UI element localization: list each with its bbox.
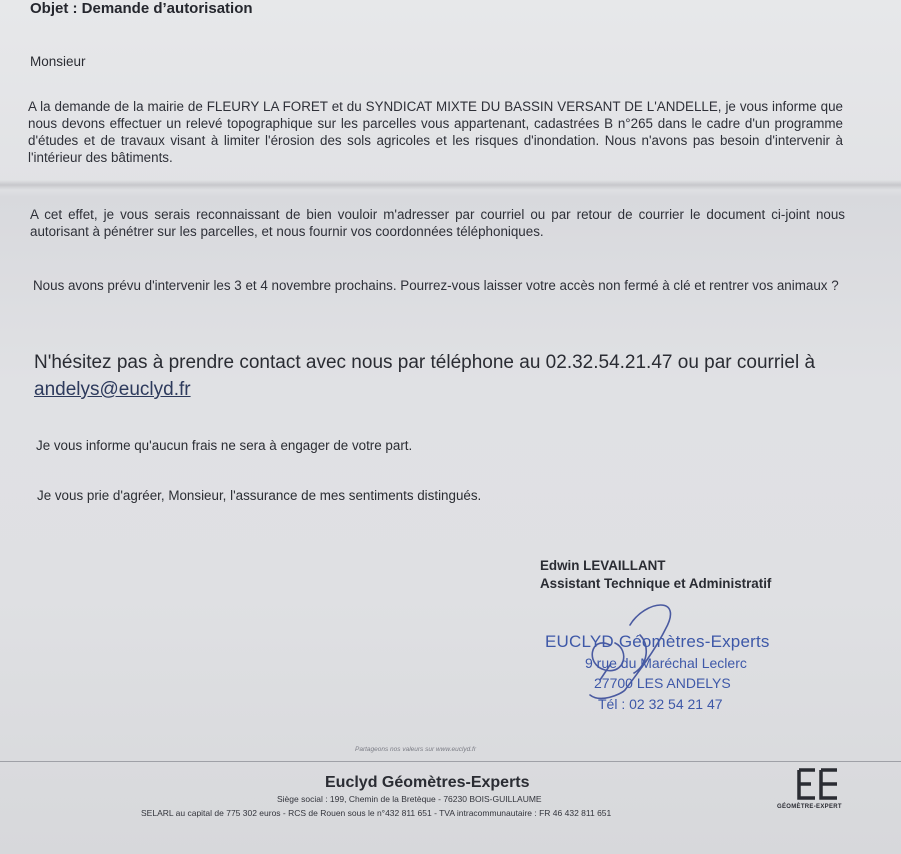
stamp-city: 27700 LES ANDELYS: [594, 675, 731, 691]
footer-head-office: Siège social : 199, Chemin de la Bretèque - 76230 BOIS-GUILLAUME: [277, 794, 542, 804]
letter-subject: Objet : Demande d’autorisation: [30, 0, 253, 17]
paragraph-authorization-request: A cet effet, je vous serais reconnaissant de bien vouloir m'adresser par courriel ou par retour de courrier le document ci-joint nous autorisant à pénétrer sur les parcelles, et nous fournir vos coordonnées téléphoniques.: [30, 207, 845, 239]
paragraph-survey-notice: A la demande de la mairie de FLEURY LA FORET et du SYNDICAT MIXTE DU BASSIN VERSANT DE L'ANDELLE, je vous informe que nous devons effectuer un relevé topographique sur les parcelles vous appartenant, cadastrées B n°265 dans le cadre d'un programme d'études et de travaux visant à limiter l'érosion des sols agricoles et les risques d'inondation. Nous n'avons pas besoin d'intervenir à l'intérieur des bâtiments.: [28, 99, 843, 165]
paragraph-closing: Je vous prie d'agréer, Monsieur, l'assurance de mes sentiments distingués.: [37, 488, 482, 503]
footer-divider: [0, 761, 901, 762]
contact-text: N'hésitez pas à prendre contact avec nous par téléphone au 02.32.54.21.47 ou par courriel à: [34, 352, 816, 373]
stamp-company: EUCLYD Géomètres-Experts: [545, 632, 770, 651]
footer-legal-info: SELARL au capital de 775 302 euros - RCS de Rouen sous le n°432 811 651 - TVA intracommunautaire : FR 46 432 811 651: [141, 808, 612, 818]
stamp-phone: Tél : 02 32 54 21 47: [598, 696, 723, 712]
letter-greeting: Monsieur: [30, 54, 86, 69]
signatory-role: Assistant Technique et Administratif: [540, 576, 772, 591]
signatory-name: Edwin LEVAILLANT: [540, 558, 666, 573]
paragraph-no-fees: Je vous informe qu'aucun frais ne sera à engager de votre part.: [36, 438, 413, 453]
footer-company-name: Euclyd Géomètres-Experts: [325, 774, 530, 791]
stamp-street: 9 rue du Maréchal Leclerc: [585, 655, 747, 671]
paper-fold: [0, 180, 901, 190]
logo-caption: GÉOMÈTRE-EXPERT: [777, 804, 842, 810]
footer-tagline: Partageons nos valeurs sur www.euclyd.fr: [355, 746, 477, 753]
paragraph-intervention-dates: Nous avons prévu d'intervenir les 3 et 4 novembre prochains. Pourrez-vous laisser votre accès non fermé à clé et rentrer vos animaux ?: [33, 278, 839, 293]
paragraph-contact: [34, 349, 849, 403]
geometre-expert-logo-icon: [797, 768, 839, 800]
contact-email-link[interactable]: andelys@euclyd.fr: [34, 379, 191, 400]
